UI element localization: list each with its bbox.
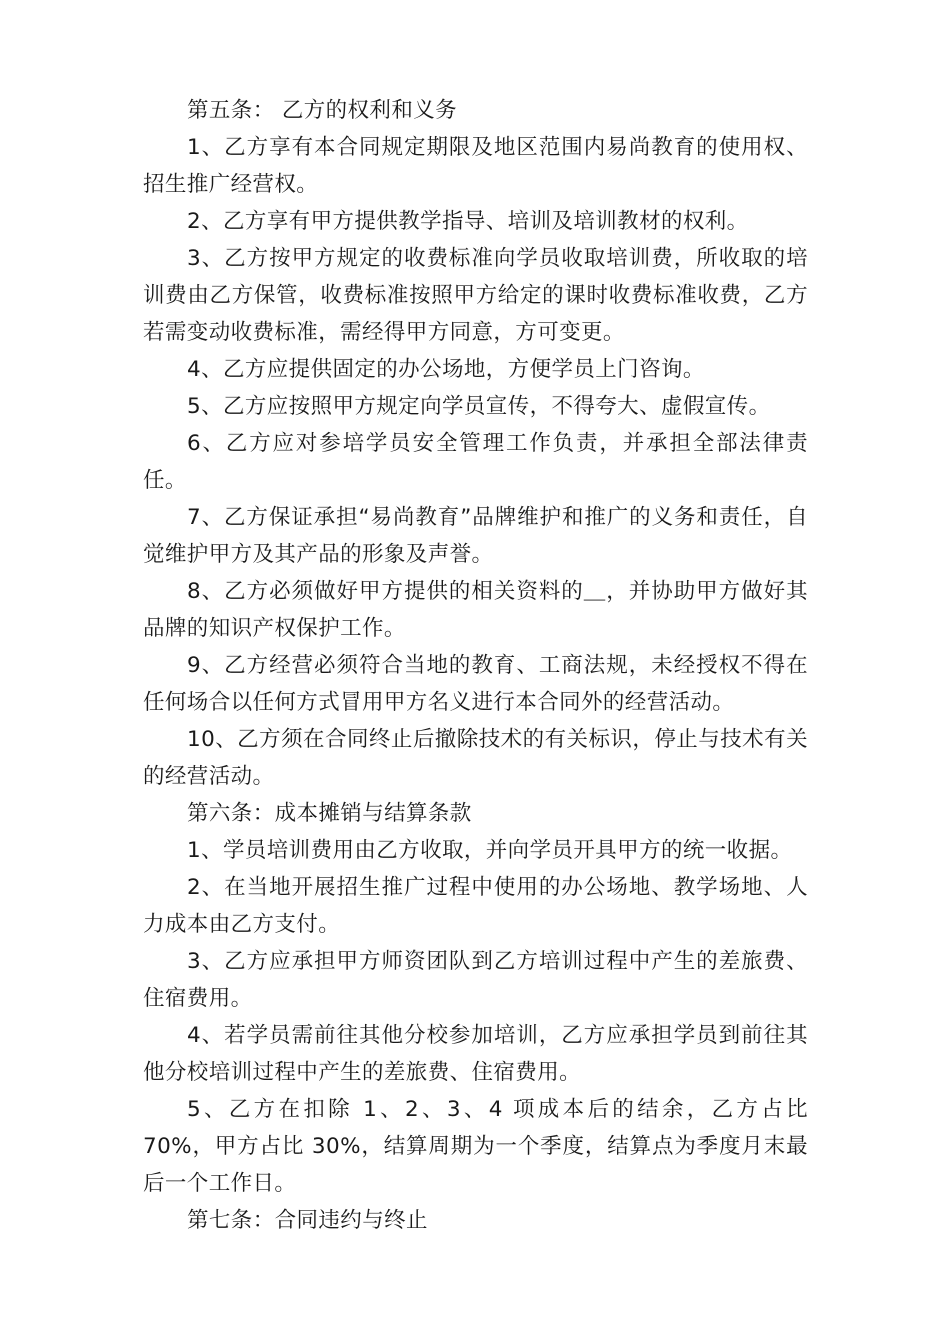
clause-5-4: 4、乙方应提供固定的办公场地，方便学员上门咨询。	[187, 357, 705, 382]
section-heading-article-6: 第六条：成本摊销与结算条款	[187, 801, 472, 826]
clause-6-2: 2、在当地开展招生推广过程中使用的办公场地、教学场地、人力成本由乙方支付。	[143, 875, 808, 937]
clause-5-2: 2、乙方享有甲方提供教学指导、培训及培训教材的权利。	[187, 209, 749, 234]
clause-6-1: 1、学员培训费用由乙方收取，并向学员开具甲方的统一收据。	[187, 838, 793, 863]
clause-5-7: 7、乙方保证承担“易尚教育”品牌维护和推广的义务和责任，自觉维护甲方及其产品的形象及声誉。	[143, 505, 808, 567]
section-heading-article-5: 第五条： 乙方的权利和义务	[187, 98, 458, 123]
clause-5-3: 3、乙方按甲方规定的收费标准向学员收取培训费，所收取的培训费由乙方保管，收费标准按照甲方给定的课时收费标准收费，乙方若需变动收费标准，需经得甲方同意，方可变更。	[143, 246, 808, 345]
clause-5-9: 9、乙方经营必须符合当地的教育、工商法规，未经授权不得在任何场合以任何方式冒用甲方名义进行本合同外的经营活动。	[143, 653, 808, 715]
clause-6-4: 4、若学员需前往其他分校参加培训，乙方应承担学员到前往其他分校培训过程中产生的差旅费、住宿费用。	[143, 1023, 808, 1085]
clause-5-6: 6、乙方应对参培学员安全管理工作负责，并承担全部法律责任。	[143, 431, 808, 493]
clause-5-1: 1、乙方享有本合同规定期限及地区范围内易尚教育的使用权、招生推广经营权。	[143, 135, 808, 197]
clause-5-8: 8、乙方必须做好甲方提供的相关资料的＿，并协助甲方做好其品牌的知识产权保护工作。	[143, 579, 808, 641]
document-body	[143, 92, 808, 1239]
section-heading-article-7: 第七条：合同违约与终止	[187, 1208, 428, 1233]
clause-6-3: 3、乙方应承担甲方师资团队到乙方培训过程中产生的差旅费、住宿费用。	[143, 949, 808, 1011]
clause-5-5: 5、乙方应按照甲方规定向学员宣传，不得夸大、虚假宣传。	[187, 394, 771, 419]
clause-5-10: 10、乙方须在合同终止后撤除技术的有关标识，停止与技术有关的经营活动。	[143, 727, 808, 789]
clause-6-5: 5、乙方在扣除 1、2、3、4 项成本后的结余，乙方占比 70%，甲方占比 30%，结算周期为一个季度，结算点为季度月末最后一个工作日。	[143, 1097, 808, 1196]
